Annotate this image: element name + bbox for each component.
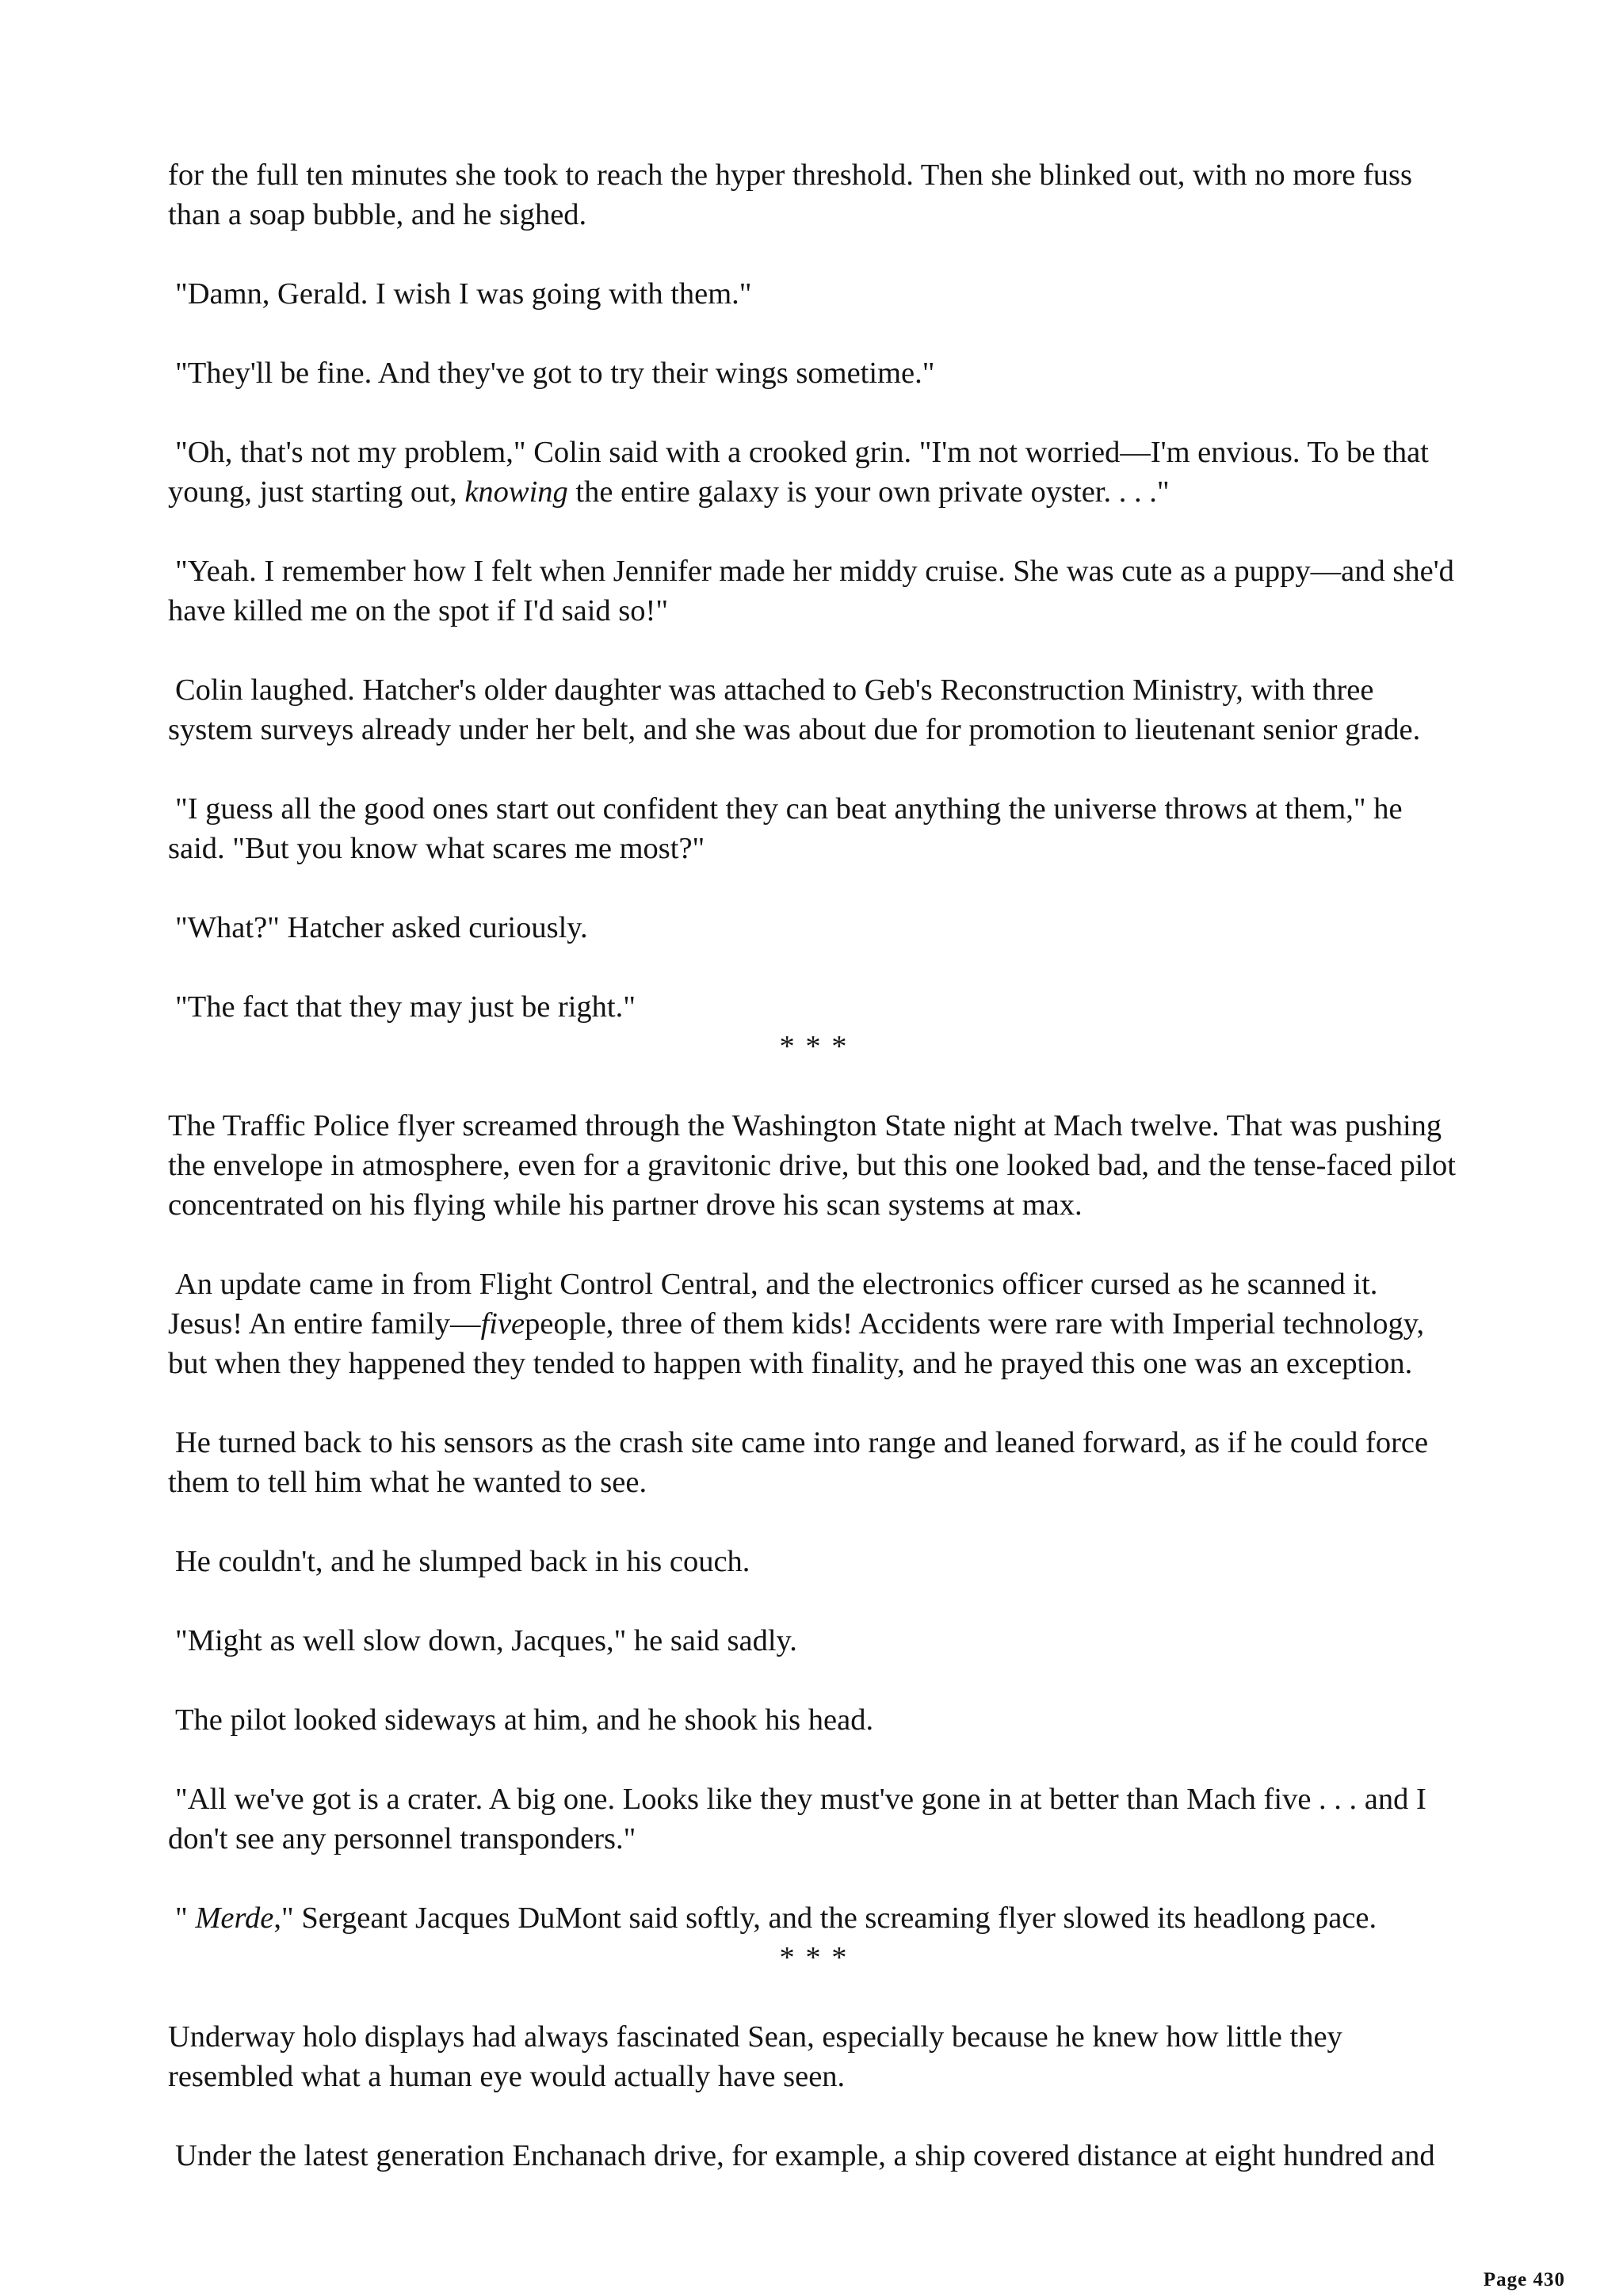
text-run: ," Sergeant Jacques DuMont said softly, and the screaming flyer slowed its headlong pace.	[273, 1901, 1377, 1935]
paragraph: Underway holo displays had always fascinated Sean, especially because he knew how little they resembled what a human eye would actually have seen.	[168, 2020, 1342, 2093]
paragraph: for the full ten minutes she took to reach the hyper threshold. Then she blinked out, with no more fuss than a soap bubble, and he sighed.	[168, 158, 1412, 231]
text-run: the entire galaxy is your own private oyster. . . ."	[567, 475, 1170, 509]
paragraph: "Might as well slow down, Jacques," he said sadly.	[175, 1624, 797, 1657]
text-run: "Oh, that's not my problem," Colin said with a crooked grin. "I'm not worried—I'm envious. To be that young, just starting out,	[168, 436, 1429, 509]
paragraph: "What?" Hatcher asked curiously.	[175, 911, 588, 944]
paragraph	[168, 1264, 1460, 1383]
paragraph: "Damn, Gerald. I wish I was going with them."	[175, 277, 752, 311]
paragraph	[168, 1898, 1460, 1938]
page-number: Page 430	[1483, 2269, 1565, 2290]
paragraph: "All we've got is a crater. A big one. Looks like they must've gone in at better than Mach five . . . and I don't see any personnel transponders."	[168, 1783, 1426, 1855]
scene-separator: * * *	[779, 1030, 849, 1063]
paragraph: He couldn't, and he slumped back in his couch.	[175, 1545, 750, 1578]
emphasis: knowing	[464, 475, 568, 509]
paragraph: He turned back to his sensors as the crash site came into range and leaned forward, as if he could force them to tell him what he wanted to see.	[168, 1426, 1429, 1499]
scene-separator: * * *	[779, 1941, 849, 1974]
text-run: people, three of them kids! Accidents were rare with Imperial technology, but when they happened they tended to happen with finality, and he prayed this one was an exception.	[168, 1307, 1425, 1380]
emphasis: five	[480, 1307, 525, 1341]
paragraph: The pilot looked sideways at him, and he shook his head.	[175, 1703, 874, 1737]
paragraph: "They'll be fine. And they've got to try their wings sometime."	[175, 357, 935, 390]
emphasis: Merde	[195, 1901, 274, 1935]
page-body	[168, 155, 1460, 2176]
paragraph: Colin laughed. Hatcher's older daughter was attached to Geb's Reconstruction Ministry, with three system surveys already under her belt, and she was about due for promotion to lieutenant senior grade.	[168, 673, 1421, 746]
text-run: "	[175, 1901, 196, 1935]
paragraph: "The fact that they may just be right."	[175, 990, 636, 1024]
paragraph: Under the latest generation Enchanach drive, for example, a ship covered distance at eight hundred and	[175, 2139, 1435, 2172]
paragraph: The Traffic Police flyer screamed through the Washington State night at Mach twelve. That was pushing the envelope in atmosphere, even for a gravitonic drive, but this one looked bad, and the tense-faced pilot concentrated on his flying while his partner drove his scan systems at max.	[168, 1109, 1457, 1222]
paragraph	[168, 433, 1460, 512]
text-run: An update came in from Flight Control Central, and the electronics officer cursed as he scanned it. Jesus! An entire family—	[168, 1268, 1378, 1341]
paragraph: "Yeah. I remember how I felt when Jennifer made her middy cruise. She was cute as a puppy—and she'd have killed me on the spot if I'd said so!"	[168, 555, 1454, 627]
paragraph: "I guess all the good ones start out confident they can beat anything the universe throws at them," he said. "But you know what scares me most?"	[168, 792, 1403, 865]
